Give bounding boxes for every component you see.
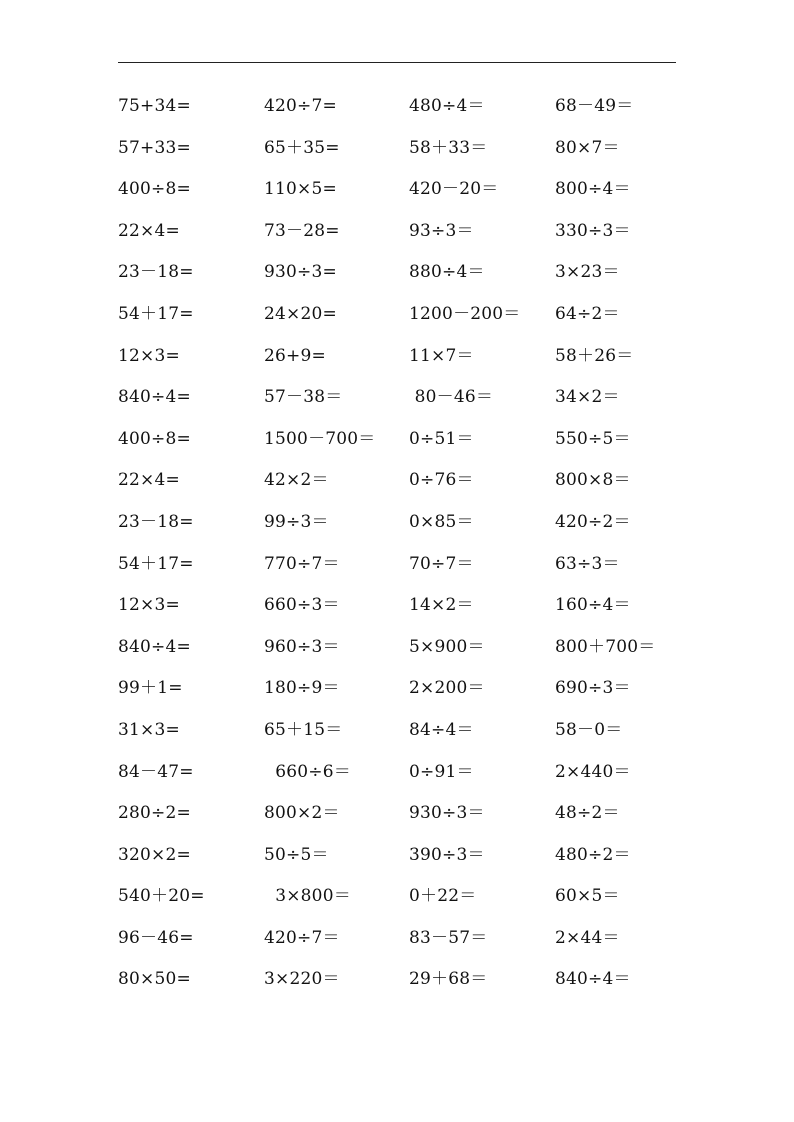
problem-cell: 160÷4＝ [555, 595, 631, 616]
problem-cell: 60×5＝ [555, 886, 620, 907]
problem-cell: 54＋17= [118, 303, 194, 324]
problem-cell: 3×23＝ [555, 262, 620, 283]
problem-cell: 12×3= [118, 595, 180, 616]
problem-cell: 23－18= [118, 511, 194, 532]
problem-cell: 57+33= [118, 137, 191, 158]
problem-cell: 660÷3＝ [264, 595, 340, 616]
problem-cell: 0÷76＝ [409, 470, 474, 491]
problem-cell: 930÷3= [264, 262, 337, 283]
problem-cell: 770÷7＝ [264, 553, 340, 574]
problem-cell: 83－57＝ [409, 927, 488, 948]
problem-cell: 22×4= [118, 220, 180, 241]
problem-cell: 5×900＝ [409, 636, 485, 657]
problem-cell: 800＋700＝ [555, 636, 656, 657]
problem-cell: 96－46= [118, 927, 194, 948]
problem-cell: 110×5= [264, 179, 337, 200]
problem-cell: 840÷4= [118, 387, 191, 408]
problem-cell: 99＋1= [118, 678, 183, 699]
problem-cell: 50÷5＝ [264, 844, 329, 865]
problem-cell: 58－0＝ [555, 719, 623, 740]
problem-cell: 3×220＝ [264, 969, 340, 990]
problem-cell: 57－38＝ [264, 387, 343, 408]
problem-cell: 550÷5＝ [555, 428, 631, 449]
problem-cell: 180÷9＝ [264, 678, 340, 699]
problem-cell: 3×800＝ [264, 886, 351, 907]
problem-cell: 0×85＝ [409, 511, 474, 532]
problem-cell: 99÷3＝ [264, 511, 329, 532]
problem-cell: 80×7＝ [555, 137, 620, 158]
problem-cell: 420÷7＝ [264, 927, 340, 948]
problem-cell: 31×3= [118, 719, 180, 740]
problem-cell: 1500－700＝ [264, 428, 376, 449]
problem-cell: 480÷4＝ [409, 96, 485, 116]
problem-cell: 960÷3＝ [264, 636, 340, 657]
problem-cell: 12×3= [118, 345, 180, 366]
problem-cell: 0÷91＝ [409, 761, 474, 782]
problem-cell: 2×44＝ [555, 927, 620, 948]
problem-cell: 73－28= [264, 220, 340, 241]
problem-cell: 420÷2＝ [555, 511, 631, 532]
problem-cell: 2×440＝ [555, 761, 631, 782]
problem-cell: 58＋33＝ [409, 137, 488, 158]
problem-cell: 84÷4＝ [409, 719, 474, 740]
problem-cell: 400÷8= [118, 428, 191, 449]
problem-cell: 54＋17= [118, 553, 194, 574]
problem-cell: 930÷3＝ [409, 803, 485, 824]
problem-cell: 22×4= [118, 470, 180, 491]
problem-cell: 34×2＝ [555, 387, 620, 408]
problem-cell: 70÷7＝ [409, 553, 474, 574]
problem-cell: 390÷3＝ [409, 844, 485, 865]
problem-cell: 660÷6＝ [264, 761, 351, 782]
problem-cell: 24×20= [264, 303, 337, 324]
problem-cell: 0＋22＝ [409, 886, 477, 907]
problem-cell: 840÷4＝ [555, 969, 631, 990]
problem-cell: 420÷7= [264, 96, 337, 116]
problem-cell: 400÷8= [118, 179, 191, 200]
problem-cell: 26+9= [264, 345, 326, 366]
problem-cell: 29＋68＝ [409, 969, 488, 990]
problem-cell: 480÷2＝ [555, 844, 631, 865]
problem-cell: 65＋35= [264, 137, 340, 158]
problem-cell: 420－20＝ [409, 179, 499, 200]
problem-cell: 80×50= [118, 969, 191, 990]
problem-cell: 14×2＝ [409, 595, 474, 616]
problem-cell: 0÷51＝ [409, 428, 474, 449]
problem-cell: 320×2= [118, 844, 191, 865]
problem-cell: 330÷3＝ [555, 220, 631, 241]
problem-cell: 80－46＝ [409, 387, 494, 408]
problem-cell: 11×7＝ [409, 345, 474, 366]
problem-cell: 75+34= [118, 96, 191, 116]
problem-cell: 800×8＝ [555, 470, 631, 491]
problem-cell: 800÷4＝ [555, 179, 631, 200]
problem-cell: 63÷3＝ [555, 553, 620, 574]
problem-cell: 800×2＝ [264, 803, 340, 824]
problem-cell: 1200－200＝ [409, 303, 521, 324]
problem-cell: 2×200＝ [409, 678, 485, 699]
problem-cell: 880÷4＝ [409, 262, 485, 283]
problem-grid [118, 86, 678, 1001]
problem-cell: 48÷2＝ [555, 803, 620, 824]
problem-cell: 58＋26＝ [555, 345, 634, 366]
problem-cell: 93÷3＝ [409, 220, 474, 241]
problem-cell: 84－47= [118, 761, 194, 782]
problem-cell: 68－49＝ [555, 96, 634, 116]
problem-cell: 280÷2= [118, 803, 191, 824]
problem-cell: 42×2＝ [264, 470, 329, 491]
problem-cell: 540＋20= [118, 886, 205, 907]
problem-cell: 690÷3＝ [555, 678, 631, 699]
problem-cell: 64÷2＝ [555, 303, 620, 324]
problem-cell: 65＋15＝ [264, 719, 343, 740]
problem-cell: 23－18= [118, 262, 194, 283]
header-rule [118, 62, 676, 63]
problem-cell: 840÷4= [118, 636, 191, 657]
